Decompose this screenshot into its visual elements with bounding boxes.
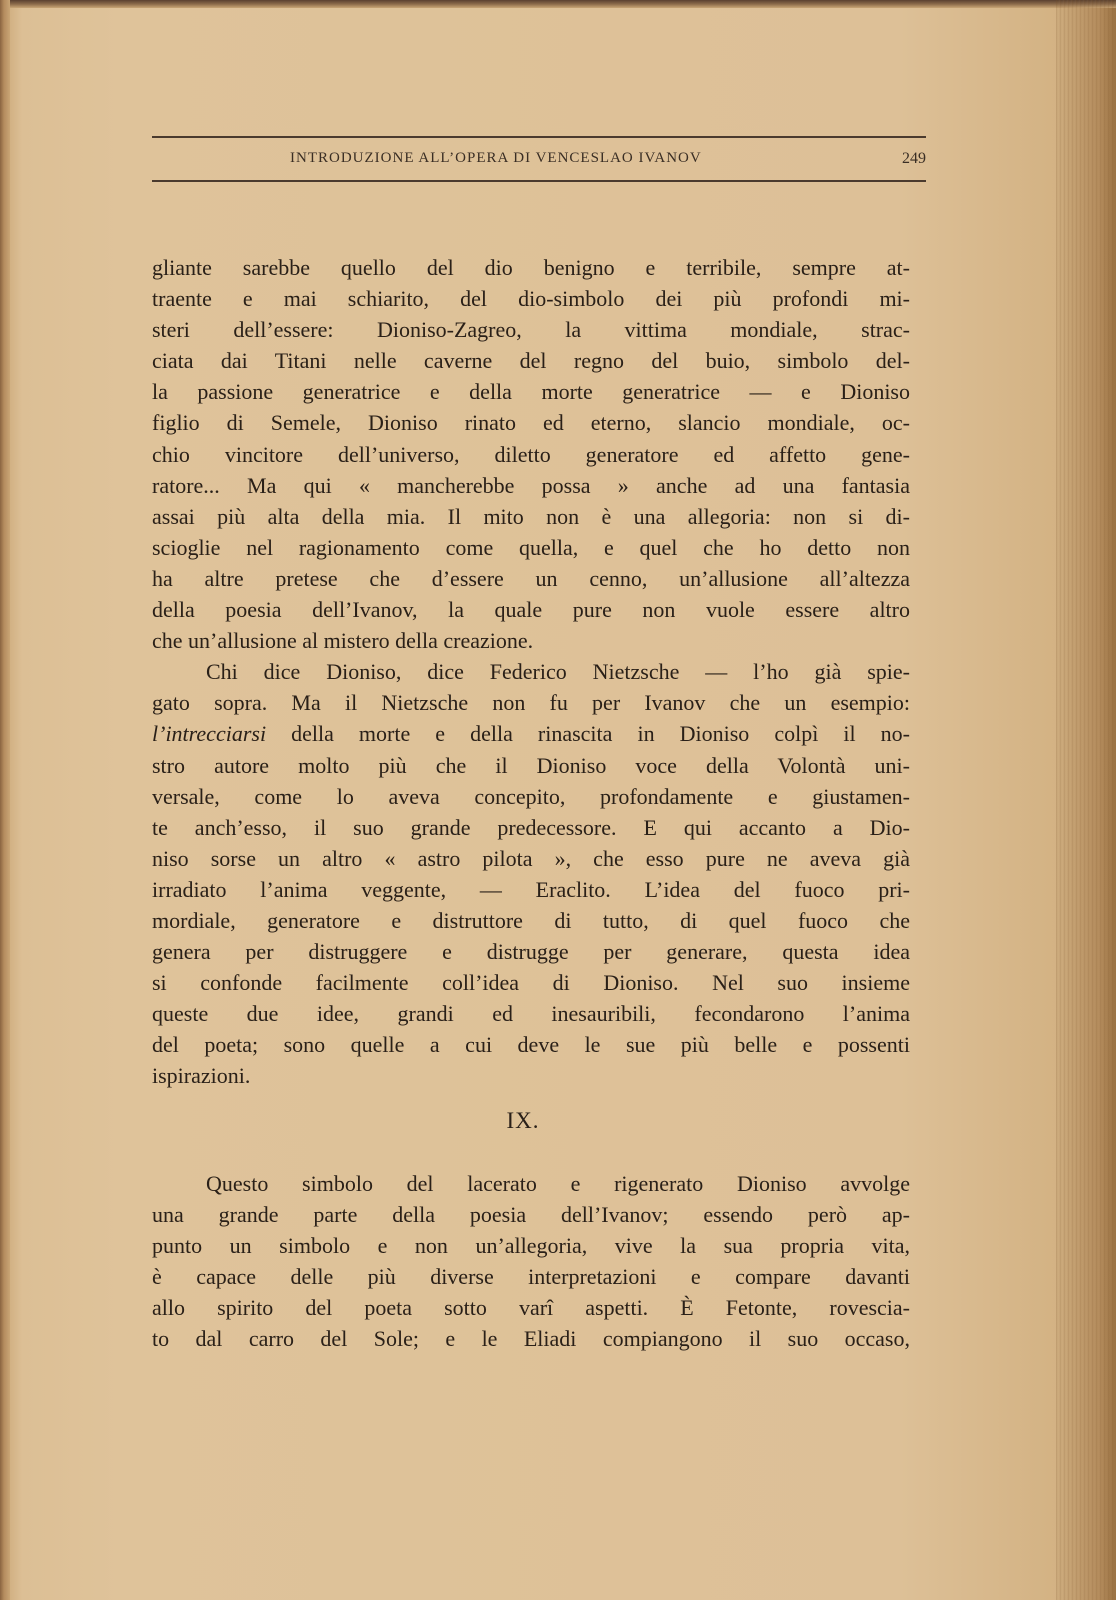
text-line: irradiato l’anima veggente, — Eraclito. L’idea del fuoco pri- [152,876,910,902]
text-line: assai più alta della mia. Il mito non è una allegoria: non si di- [152,503,910,529]
text-line: steri dell’essere: Dioniso-Zagreo, la vittima mondiale, strac- [152,317,910,343]
body-text-section-ix [152,1168,910,1354]
text-fragment: della morte e della rinascita in Dioniso colpì il no- [266,721,910,747]
text-line: figlio di Semele, Dioniso rinato ed eterno, slancio mondiale, oc- [152,410,910,436]
section-heading: IX. [506,1108,540,1133]
text-line: chio vincitore dell’universo, diletto generatore ed affetto gene- [152,441,910,467]
page-right-edge [1056,0,1116,1600]
text-line: niso sorse un altro « astro pilota », che esso pure ne aveva già [152,845,910,871]
text-line: versale, come lo aveva concepito, profondamente e giustamen- [152,783,910,809]
text-line: ispirazioni. [152,1063,251,1089]
text-line: che un’allusione al mistero della creazione. [152,628,534,654]
text-line: gato sopra. Ma il Nietzsche non fu per Ivanov che un esempio: [152,690,910,716]
text-line: è capace delle più diverse interpretazioni e compare davanti [152,1264,910,1289]
text-line-mixed [152,718,910,749]
paragraph-first-line: Questo simbolo del lacerato e rigenerato Dioniso avvolge [206,1171,910,1196]
paragraph-first-line: Chi dice Dioniso, dice Federico Nietzsche — l’ho già spie- [206,659,910,685]
page-left-edge [0,0,10,1600]
text-line: ciata dai Titani nelle caverne del regno del buio, simbolo del- [152,348,910,374]
running-title: INTRODUZIONE ALL’OPERA DI VENCESLAO IVANOV [290,150,702,166]
text-line: punto un simbolo e non un’allegoria, vive la sua propria vita, [152,1233,910,1258]
text-line: traente e mai schiarito, del dio-simbolo dei più profondi mi- [152,286,910,312]
italic-phrase: l’intrecciarsi [152,721,267,747]
text-line: stro autore molto più che il Dioniso voce della Volontà uni- [152,752,910,778]
page-number: 249 [902,150,926,167]
header-rule-bottom [152,180,926,182]
text-line: della poesia dell’Ivanov, la quale pure non vuole essere altro [152,597,910,623]
text-line: scioglie nel ragionamento come quella, e quel che ho detto non [152,534,910,560]
text-line: te anch’esso, il suo grande predecessore. E qui accanto a Dio- [152,814,910,840]
text-line: queste due idee, grandi ed inesauribili, fecondarono l’anima [152,1001,910,1027]
text-line: allo spirito del poeta sotto varî aspetti. È Fetonte, rovescia- [152,1295,910,1320]
text-line: mordiale, generatore e distruttore di tutto, di quel fuoco che [152,907,910,933]
header-rule-top [152,136,926,138]
text-line: del poeta; sono quelle a cui deve le sue più belle e possenti [152,1032,910,1058]
text-line: ha altre pretese che d’essere un cenno, un’allusione all’altezza [152,565,910,591]
text-line: gliante sarebbe quello del dio benigno e terribile, sempre at- [152,255,910,280]
text-line: ratore... Ma qui « mancherebbe possa » anche ad una fantasia [152,472,910,498]
text-line: si confonde facilmente coll’idea di Dioniso. Nel suo insieme [152,970,910,996]
text-line: genera per distruggere e distrugge per generare, questa idea [152,939,910,965]
text-line: una grande parte della poesia dell’Ivanov; essendo però ap- [152,1202,910,1227]
page-top-edge [0,0,1116,8]
text-line: to dal carro del Sole; e le Eliadi compiangono il suo occaso, [152,1326,910,1351]
text-line: la passione generatrice e della morte generatrice — e Dioniso [152,379,910,405]
running-head [152,150,926,174]
body-text [152,252,910,1092]
